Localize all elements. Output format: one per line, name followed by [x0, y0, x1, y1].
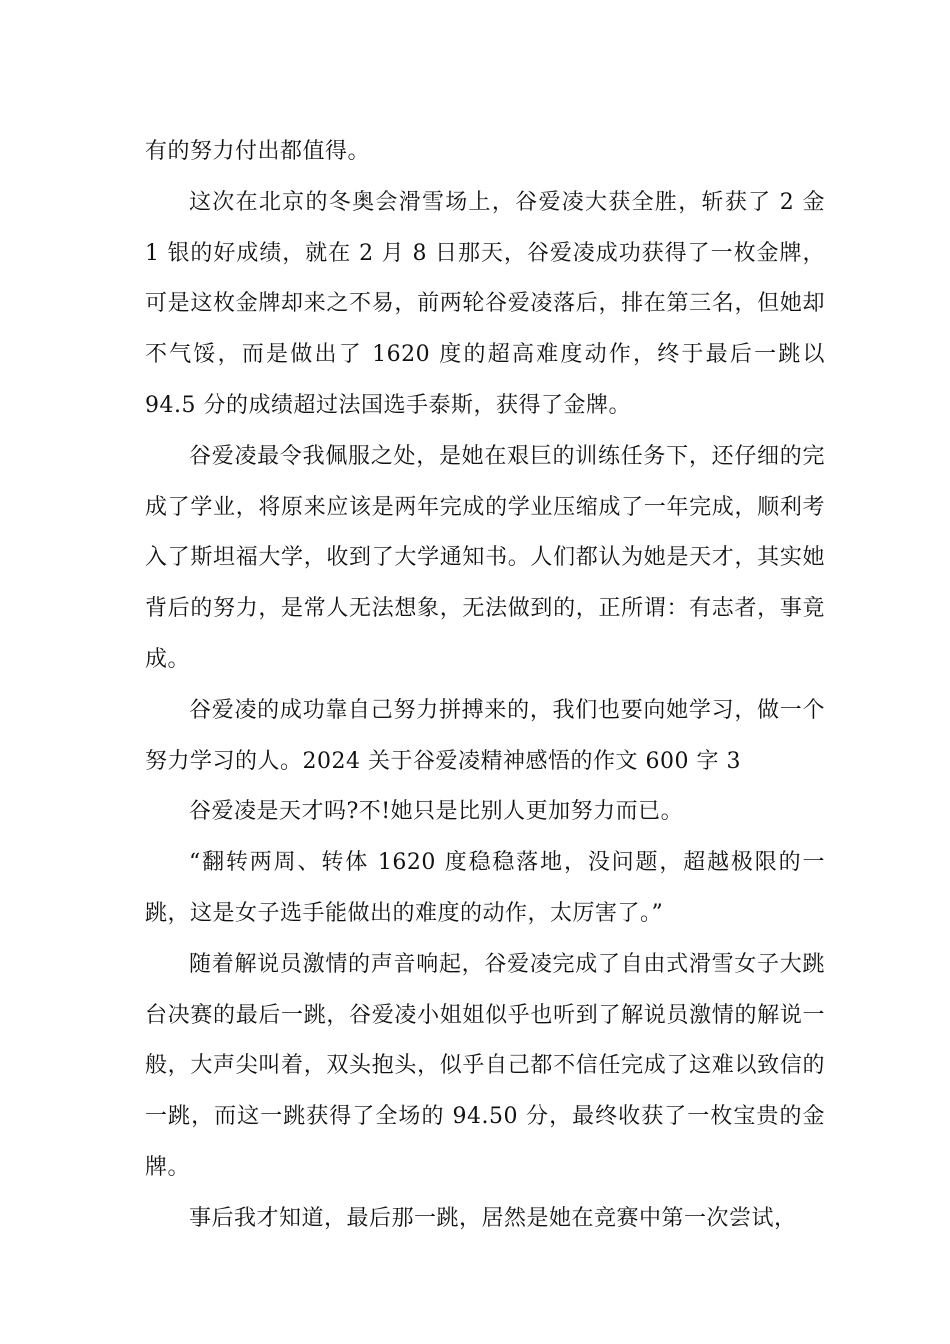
paragraph-final-jump: 随着解说员激情的声音响起，谷爱凌完成了自由式滑雪女子大跳台决赛的最后一跳，谷爱凌小姐姐似乎也听到了解说员激情的解说一般，大声尖叫着，双头抱头，似乎自己都不信任完成了这难以致信的一跳，而这一跳获得了全场的 94.50 分，最终收获了一枚宝贵的金牌。 [145, 951, 825, 1180]
paragraph-learn-from-her: 谷爱凌的成功靠自己努力拼搏来的，我们也要向她学习，做一个努力学习的人。2024 关于谷爱凌精神感悟的作文 600 字 3 [145, 697, 825, 774]
paragraph-first-attempt: 事后我才知道，最后那一跳，居然是她在竞赛中第一次尝试， [189, 1205, 797, 1231]
paragraph-admiration: 谷爱凌最令我佩服之处，是她在艰巨的训练任务下，还仔细的完成了学业，将原来应该是两年完成的学业压缩成了一年完成，顺利考入了斯坦福大学，收到了大学通知书。人们都认为她是天才，其实她背后的努力，是常人无法想象，无法做到的，正所谓：有志者，事竟成。 [145, 443, 825, 672]
paragraph-continuation: 有的努力付出都值得。 [145, 139, 371, 164]
paragraph-genius-question: 谷爱凌是天才吗?不!她只是比别人更加努力而已。 [189, 799, 684, 825]
paragraph-commentator-quote: “翻转两周、转体 1620 度稳稳落地，没问题，超越极限的一跳，这是女子选手能做出的难度的动作，太厉害了。” [145, 850, 825, 926]
essay-body [145, 127, 825, 1245]
paragraph-beijing-olympics: 这次在北京的冬奥会滑雪场上，谷爱凌大获全胜，斩获了 2 金 1 银的好成绩，就在 2 月 8 日那天，谷爱凌成功获得了一枚金牌，可是这枚金牌却来之不易，前两轮谷爱凌落后，排在第三名，但她却不气馁，而是做出了 1620 度的超高难度动作，终于最后一跳以 94.5 分的成绩超过法国选手泰斯，获得了金牌。 [145, 189, 825, 418]
